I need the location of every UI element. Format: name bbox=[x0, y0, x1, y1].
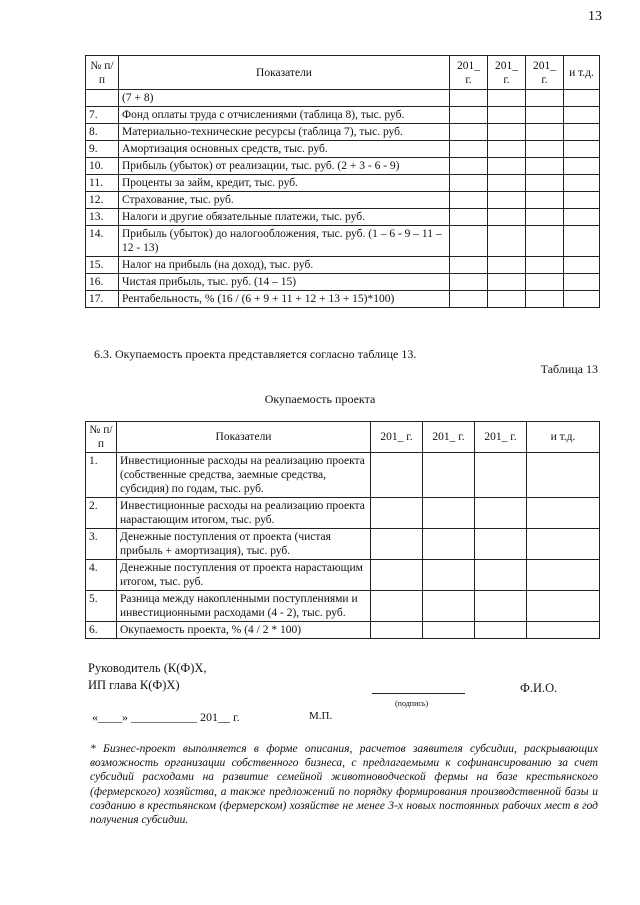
table-row bbox=[86, 158, 600, 175]
header-indicators: Показатели bbox=[117, 422, 371, 453]
table-row bbox=[86, 498, 600, 529]
row-num: 16. bbox=[86, 274, 119, 291]
row-text: Прибыль (убыток) от реализации, тыс. руб. (2 + 3 - 6 - 9) bbox=[119, 158, 450, 175]
signer-title-line1: Руководитель (К(Ф)Х, bbox=[88, 661, 207, 675]
row-num: 17. bbox=[86, 291, 119, 308]
section-paragraph: 6.3. Окупаемость проекта представляется согласно таблице 13. bbox=[94, 347, 417, 361]
signature-block bbox=[88, 660, 207, 694]
signer-title-line2: ИП глава К(Ф)Х) bbox=[88, 678, 180, 692]
header-indicators: Показатели bbox=[119, 56, 450, 90]
signature-line bbox=[372, 693, 465, 694]
table-title: Окупаемость проекта bbox=[264, 392, 376, 406]
row-num: 8. bbox=[86, 124, 119, 141]
row-num: 2. bbox=[86, 498, 117, 529]
row-text: Амортизация основных средств, тыс. руб. bbox=[119, 141, 450, 158]
row-num: 3. bbox=[86, 529, 117, 560]
row-text: (7 + 8) bbox=[119, 90, 450, 107]
row-num: 1. bbox=[86, 453, 117, 498]
table-row bbox=[86, 141, 600, 158]
row-text: Проценты за займ, кредит, тыс. руб. bbox=[119, 175, 450, 192]
table-row bbox=[86, 453, 600, 498]
table-row bbox=[86, 209, 600, 226]
seal-mark: М.П. bbox=[309, 710, 333, 722]
row-num: 12. bbox=[86, 192, 119, 209]
payback-table bbox=[85, 421, 600, 639]
date-line: «____» ___________ 201__ г. bbox=[92, 710, 240, 724]
header-year-1: 201_ г. bbox=[450, 56, 488, 90]
table-row bbox=[86, 90, 600, 107]
row-num: 9. bbox=[86, 141, 119, 158]
row-text: Денежные поступления от проекта нарастающим итогом, тыс. руб. bbox=[117, 560, 371, 591]
row-text: Рентабельность, % (16 / (6 + 9 + 11 + 12 + 13 + 15)*100) bbox=[119, 291, 450, 308]
row-num: 14. bbox=[86, 226, 119, 257]
header-etc: и т.д. bbox=[564, 56, 600, 90]
row-text: Налог на прибыль (на доход), тыс. руб. bbox=[119, 257, 450, 274]
signature-caption: (подпись) bbox=[395, 699, 429, 708]
row-text: Страхование, тыс. руб. bbox=[119, 192, 450, 209]
fio-label: Ф.И.О. bbox=[520, 681, 558, 695]
header-num: № п/п bbox=[86, 422, 117, 453]
table-row bbox=[86, 291, 600, 308]
table-row bbox=[86, 622, 600, 639]
page-number: 13 bbox=[588, 9, 602, 24]
row-text: Материально-технические ресурсы (таблица 7), тыс. руб. bbox=[119, 124, 450, 141]
row-text: Инвестиционные расходы на реализацию проекта нарастающим итогом, тыс. руб. bbox=[117, 498, 371, 529]
row-text: Окупаемость проекта, % (4 / 2 * 100) bbox=[117, 622, 371, 639]
indicators-table bbox=[85, 55, 600, 308]
row-num: 11. bbox=[86, 175, 119, 192]
row-num: 6. bbox=[86, 622, 117, 639]
table-row bbox=[86, 274, 600, 291]
row-num: 15. bbox=[86, 257, 119, 274]
header-year-1: 201_ г. bbox=[371, 422, 423, 453]
row-num: 5. bbox=[86, 591, 117, 622]
table-label: Таблица 13 bbox=[540, 362, 598, 376]
row-text: Денежные поступления от проекта (чистая прибыль + амортизация), тыс. руб. bbox=[117, 529, 371, 560]
table-row bbox=[86, 226, 600, 257]
table-row bbox=[86, 107, 600, 124]
table-row bbox=[86, 560, 600, 591]
table-row bbox=[86, 257, 600, 274]
row-text: Фонд оплаты труда с отчислениями (таблица 8), тыс. руб. bbox=[119, 107, 450, 124]
row-text: Инвестиционные расходы на реализацию проекта (собственные средства, заемные средства, субсидия) по годам, тыс. руб. bbox=[117, 453, 371, 498]
header-year-2: 201_ г. bbox=[423, 422, 475, 453]
table-row bbox=[86, 591, 600, 622]
row-num: 4. bbox=[86, 560, 117, 591]
footnote: * Бизнес-проект выполняется в форме описания, расчетов заявителя субсидии, раскрывающих возможность организации собственного бизнеса, с предлагаемыми к софинансированию за счет субсидий расходами на развитие семейной животноводческой фермы на базе крестьянского (фермерского) хозяйства, а также предложений по порядку формирования производственной базы и созданию в крестьянском (фермерском) хозяйстве не менее 3-х новых постоянных рабочих мест в год получения субсидии. bbox=[90, 743, 598, 827]
row-text: Налоги и другие обязательные платежи, тыс. руб. bbox=[119, 209, 450, 226]
header-year-3: 201_ г. bbox=[526, 56, 564, 90]
row-num: 13. bbox=[86, 209, 119, 226]
row-num: 10. bbox=[86, 158, 119, 175]
row-text: Разница между накопленными поступлениями и инвестиционными расходами (4 - 2), тыс. руб. bbox=[117, 591, 371, 622]
row-text: Прибыль (убыток) до налогообложения, тыс. руб. (1 – 6 - 9 – 11 – 12 - 13) bbox=[119, 226, 450, 257]
header-year-3: 201_ г. bbox=[475, 422, 527, 453]
table-row bbox=[86, 192, 600, 209]
table-row bbox=[86, 529, 600, 560]
header-num: № п/п bbox=[86, 56, 119, 90]
header-year-2: 201_ г. bbox=[488, 56, 526, 90]
table-row bbox=[86, 175, 600, 192]
row-num bbox=[86, 90, 119, 107]
table-row bbox=[86, 124, 600, 141]
header-etc: и т.д. bbox=[527, 422, 600, 453]
row-num: 7. bbox=[86, 107, 119, 124]
row-text: Чистая прибыль, тыс. руб. (14 – 15) bbox=[119, 274, 450, 291]
